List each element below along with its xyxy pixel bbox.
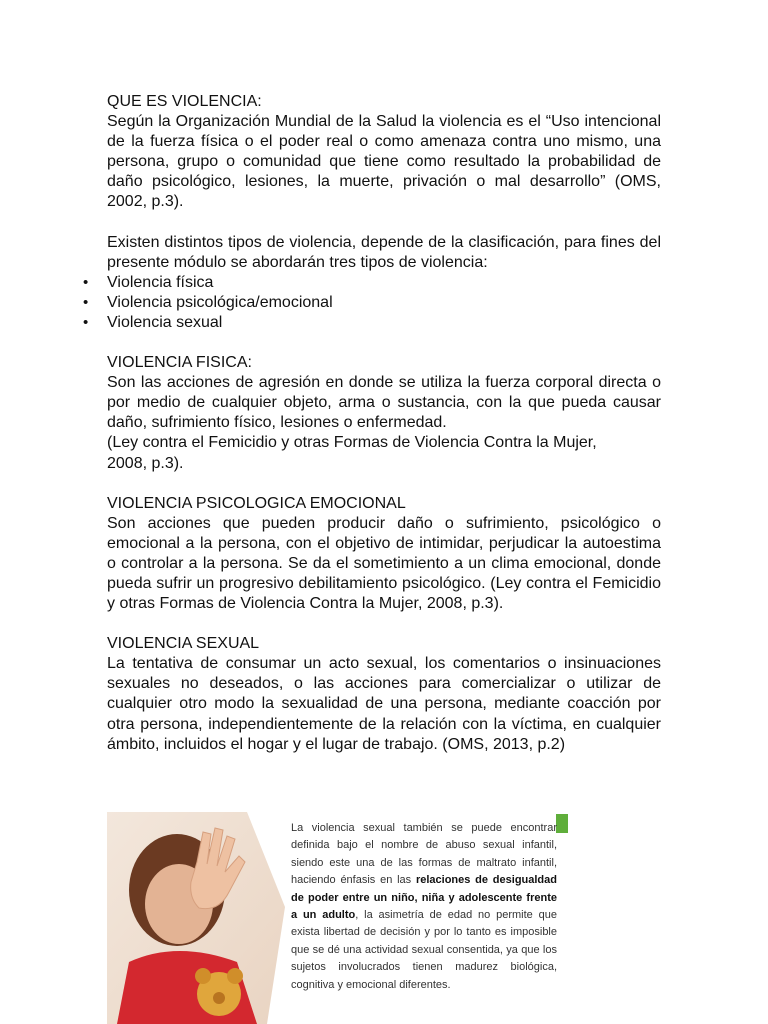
info-box-text — [291, 820, 557, 994]
violence-types-list — [107, 273, 661, 333]
section-heading-violencia-sexual: VIOLENCIA SEXUAL — [107, 635, 260, 653]
list-item: • Violencia física — [107, 273, 661, 293]
fisica-citation — [107, 433, 661, 473]
section-heading-violencia-fisica: VIOLENCIA FISICA: — [107, 354, 252, 372]
fisica-citation-line1: (Ley contra el Femicidio y otras Formas de Violencia Contra la Mujer, — [107, 434, 597, 452]
section-heading-violencia-psicologica: VIOLENCIA PSICOLOGICA EMOCIONAL — [107, 494, 406, 512]
child-raising-hand-image — [107, 812, 285, 1024]
fisica-citation-line2: 2008, p.3). — [107, 454, 184, 472]
green-accent-mark — [556, 814, 568, 833]
info-text-part1: La violencia sexual también se puede encontrar definida bajo el nombre de abuso sexual infantil, siendo este una de las formas de maltrato infantil, haciendo énfasis en las — [291, 822, 557, 887]
child-photo — [107, 812, 285, 1024]
document-body — [107, 92, 661, 755]
section-heading-que-es-violencia: QUE ES VIOLENCIA: — [107, 93, 262, 110]
list-item: • Violencia psicológica/emocional — [107, 293, 661, 313]
types-paragraph: Existen distintos tipos de violencia, depende de la clasificación, para fines del presente módulo se abordarán tres tipos de violencia: — [107, 233, 661, 271]
psicologica-paragraph: Son acciones que pueden producir daño o sufrimiento, psicológico o emocional a la persona, con el objetivo de intimidar, perjudicar la autoestima o controlar a la persona. Se da el sometimiento a un clima emocional, donde pueda sufrir un progresivo debilitamiento psicológico. (Ley contra el Femicidio y otras Formas de Violencia Contra la Mujer, 2008, p.3). — [107, 514, 661, 613]
sexual-paragraph: La tentativa de consumar un acto sexual, los comentarios o insinuaciones sexuales no deseados, o las acciones para comercializar o utilizar de cualquier otro modo la sexualidad de una persona, mediante coacción por otra persona, independientemente de la relación con la víctima, en cualquier ámbito, incluidos el hogar y el lugar de trabajo. (OMS, 2013, p.2) — [107, 655, 661, 753]
fisica-paragraph: Son las acciones de agresión en donde se utiliza la fuerza corporal directa o por medio de cualquier objeto, arma o sustancia, con la que pueda causar daño, sufrimiento físico, lesiones o enfermedad. — [107, 374, 661, 432]
intro-paragraph: Según la Organización Mundial de la Salud la violencia es el “Uso intencional de la fuerza física o el poder real o como amenaza contra uno mismo, una persona, grupo o comunidad que tiene como resultado la probabilidad de daño psicológico, lesiones, la muerte, privación o mal desarrollo” (OMS, 2002, p.3). — [107, 113, 661, 211]
info-text-part2: , la asimetría de edad no permite que exista libertad de decisión y por lo tanto es imposible que se dé una actividad sexual consentida, ya que los sujetos involucrados tienen madurez biológica, cognitiva y emocional diferentes. — [291, 909, 557, 991]
info-text-bold: relaciones de desigualdad de poder entre un niño, niña y adolescente frente a un adulto — [291, 874, 557, 922]
list-item: • Violencia sexual — [107, 313, 661, 333]
info-box — [107, 812, 569, 1024]
